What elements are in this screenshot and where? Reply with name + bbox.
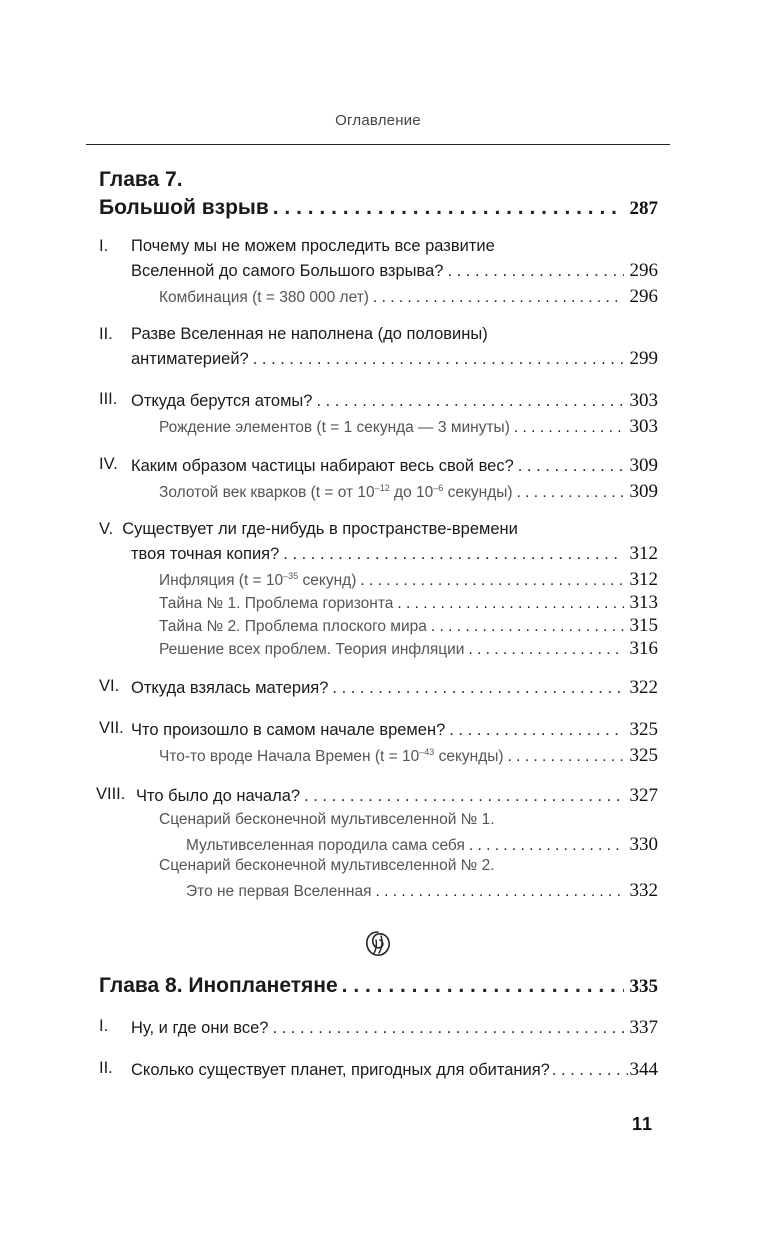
dot-leader — [316, 392, 623, 411]
curl-ornament-icon — [362, 928, 394, 960]
toc-entry-section-vii[interactable] — [131, 719, 658, 741]
toc-entry-title: Большой взрыв — [99, 196, 269, 219]
toc-subentry-title: Тайна № 2. Проблема плоского мира — [159, 618, 427, 635]
toc-entry-title: Вселенной до самого Большого взрыва? — [131, 262, 444, 280]
toc-entry-chapter-8-section-i[interactable] — [131, 1017, 658, 1039]
toc-entry-section-v[interactable] — [131, 543, 658, 565]
dot-leader — [376, 883, 624, 901]
toc-subentry[interactable] — [159, 638, 658, 660]
section-number: III. — [99, 390, 118, 408]
toc-page-number: 313 — [629, 592, 658, 613]
toc-entry-title-line: Разве Вселенная не наполнена (до половины) — [131, 325, 488, 343]
section-number: VII. — [99, 719, 124, 737]
toc-page-number: 335 — [629, 976, 658, 997]
section-number: II. — [99, 325, 113, 343]
dot-leader — [373, 289, 624, 307]
dot-leader — [342, 974, 624, 998]
header-title: Оглавление — [335, 112, 421, 129]
toc-page-number: 330 — [629, 834, 658, 855]
dot-leader — [272, 1019, 623, 1038]
toc-entry-title-line: V. Существует ли где-нибудь в пространстве-времени — [99, 520, 518, 538]
toc-subentry[interactable] — [159, 615, 658, 637]
toc-entry-title: Что было до начала? — [136, 787, 301, 805]
toc-subentry-title: Тайна № 1. Проблема горизонта — [159, 595, 394, 612]
toc-subentry-title: Это не первая Вселенная — [186, 883, 372, 900]
toc-entry-section-ii[interactable] — [131, 348, 658, 370]
toc-subentry[interactable] — [159, 416, 658, 438]
section-number: I. — [99, 1017, 109, 1035]
toc-subentry-title: Что-то вроде Начала Времен ($t = 10^{-43}$ секунды) — [159, 747, 504, 765]
chapter-7-label: Глава 7. — [99, 168, 183, 191]
toc-subentry-title: Мультивселенная породила сама себя — [186, 837, 465, 854]
dot-leader — [518, 457, 624, 476]
dot-leader — [514, 419, 624, 437]
toc-subentry-title: Решение всех проблем. Теория инфляции — [159, 641, 465, 658]
toc-entry-chapter-8-section-ii[interactable] — [131, 1059, 658, 1081]
toc-entry-section-iv[interactable] — [131, 455, 658, 477]
dot-leader — [468, 641, 623, 659]
toc-entry-title-line: Почему мы не можем проследить все развитие — [131, 237, 495, 255]
dot-leader — [397, 595, 623, 613]
dot-leader — [273, 196, 624, 220]
toc-entry-chapter-7[interactable] — [99, 196, 658, 220]
section-number: VI. — [99, 677, 120, 695]
toc-subentry[interactable] — [186, 880, 658, 902]
toc-subentry[interactable] — [159, 481, 658, 503]
toc-entry-section-viii[interactable] — [136, 785, 658, 807]
toc-page-number: 287 — [629, 198, 658, 219]
toc-entry-section-iii[interactable] — [131, 390, 658, 412]
toc-subentry-title-line: Сценарий бесконечной мультивселенной № 2. — [159, 857, 495, 874]
toc-entry-title: твоя точная копия? — [131, 545, 280, 563]
toc-page-number: 309 — [629, 481, 658, 502]
toc-entry-title: антиматерией? — [131, 350, 249, 368]
dot-leader — [447, 262, 623, 281]
toc-entry-title: Что произошло в самом начале времен? — [131, 721, 446, 739]
section-number: IV. — [99, 455, 118, 473]
section-number: II. — [99, 1059, 113, 1077]
running-header — [86, 112, 670, 145]
dot-leader — [304, 787, 623, 806]
toc-page-number: 327 — [629, 785, 658, 806]
dot-leader — [332, 679, 623, 698]
toc-page-number: 296 — [629, 286, 658, 307]
toc-entry-title: Глава 8. Инопланетяне — [99, 974, 338, 997]
toc-page-number: 296 — [629, 260, 658, 281]
toc-page-number: 316 — [629, 638, 658, 659]
section-number: I. — [99, 237, 109, 255]
page-number: 11 — [632, 1114, 654, 1134]
toc-entry-title: Откуда взялась материя? — [131, 679, 329, 697]
dot-leader — [449, 721, 623, 740]
toc-subentry[interactable] — [186, 834, 658, 856]
dot-leader — [283, 545, 623, 564]
dot-leader — [253, 350, 624, 369]
toc-entry-title: Сколько существует планет, пригодных для обитания? — [131, 1061, 550, 1079]
dot-leader — [469, 837, 624, 855]
toc-page-number: 315 — [629, 615, 658, 636]
toc-page-number: 337 — [629, 1017, 658, 1038]
toc-entry-section-vi[interactable] — [131, 677, 658, 699]
toc-subentry-title: Инфляция ($t = 10^{-35}$ секунд) — [159, 571, 357, 589]
toc-page-number: 312 — [629, 569, 658, 590]
toc-entry-section-i[interactable] — [131, 260, 658, 282]
dot-leader — [552, 1061, 628, 1080]
toc-page-number: 299 — [629, 348, 658, 369]
toc-page-number: 332 — [629, 880, 658, 901]
dot-leader — [360, 572, 623, 590]
toc-entry-title: Откуда берутся атомы? — [131, 392, 313, 410]
toc-page-number: 303 — [629, 416, 658, 437]
section-number: VIII. — [96, 785, 126, 803]
toc-entry-title: Ну, и где они все? — [131, 1019, 269, 1037]
toc-subentry-title-line: Сценарий бесконечной мультивселенной № 1. — [159, 811, 495, 828]
toc-entry-chapter-8[interactable] — [99, 974, 658, 998]
dot-leader — [508, 748, 624, 766]
toc-page-number: 309 — [629, 455, 658, 476]
toc-page-number: 325 — [629, 745, 658, 766]
dot-leader — [431, 618, 624, 636]
toc-page-number: 312 — [629, 543, 658, 564]
toc-page-number: 303 — [629, 390, 658, 411]
toc-subentry[interactable] — [159, 286, 658, 308]
toc-subentry[interactable] — [159, 569, 658, 591]
toc-page-number: 322 — [629, 677, 658, 698]
toc-subentry-title: Золотой век кварков (t = от $10^{-12}$ до $10^{-6}$ секунды) — [159, 483, 513, 501]
toc-page-number: 344 — [629, 1059, 658, 1080]
toc-page-number: 325 — [629, 719, 658, 740]
toc-subentry[interactable] — [159, 745, 658, 767]
toc-subentry-title: Рождение элементов (t = 1 секунда — 3 минуты) — [159, 419, 510, 436]
toc-subentry-title: Комбинация (t = 380 000 лет) — [159, 289, 369, 306]
toc-subentry[interactable] — [159, 592, 658, 614]
dot-leader — [517, 484, 624, 502]
toc-entry-title: Каким образом частицы набирают весь свой вес? — [131, 457, 514, 475]
